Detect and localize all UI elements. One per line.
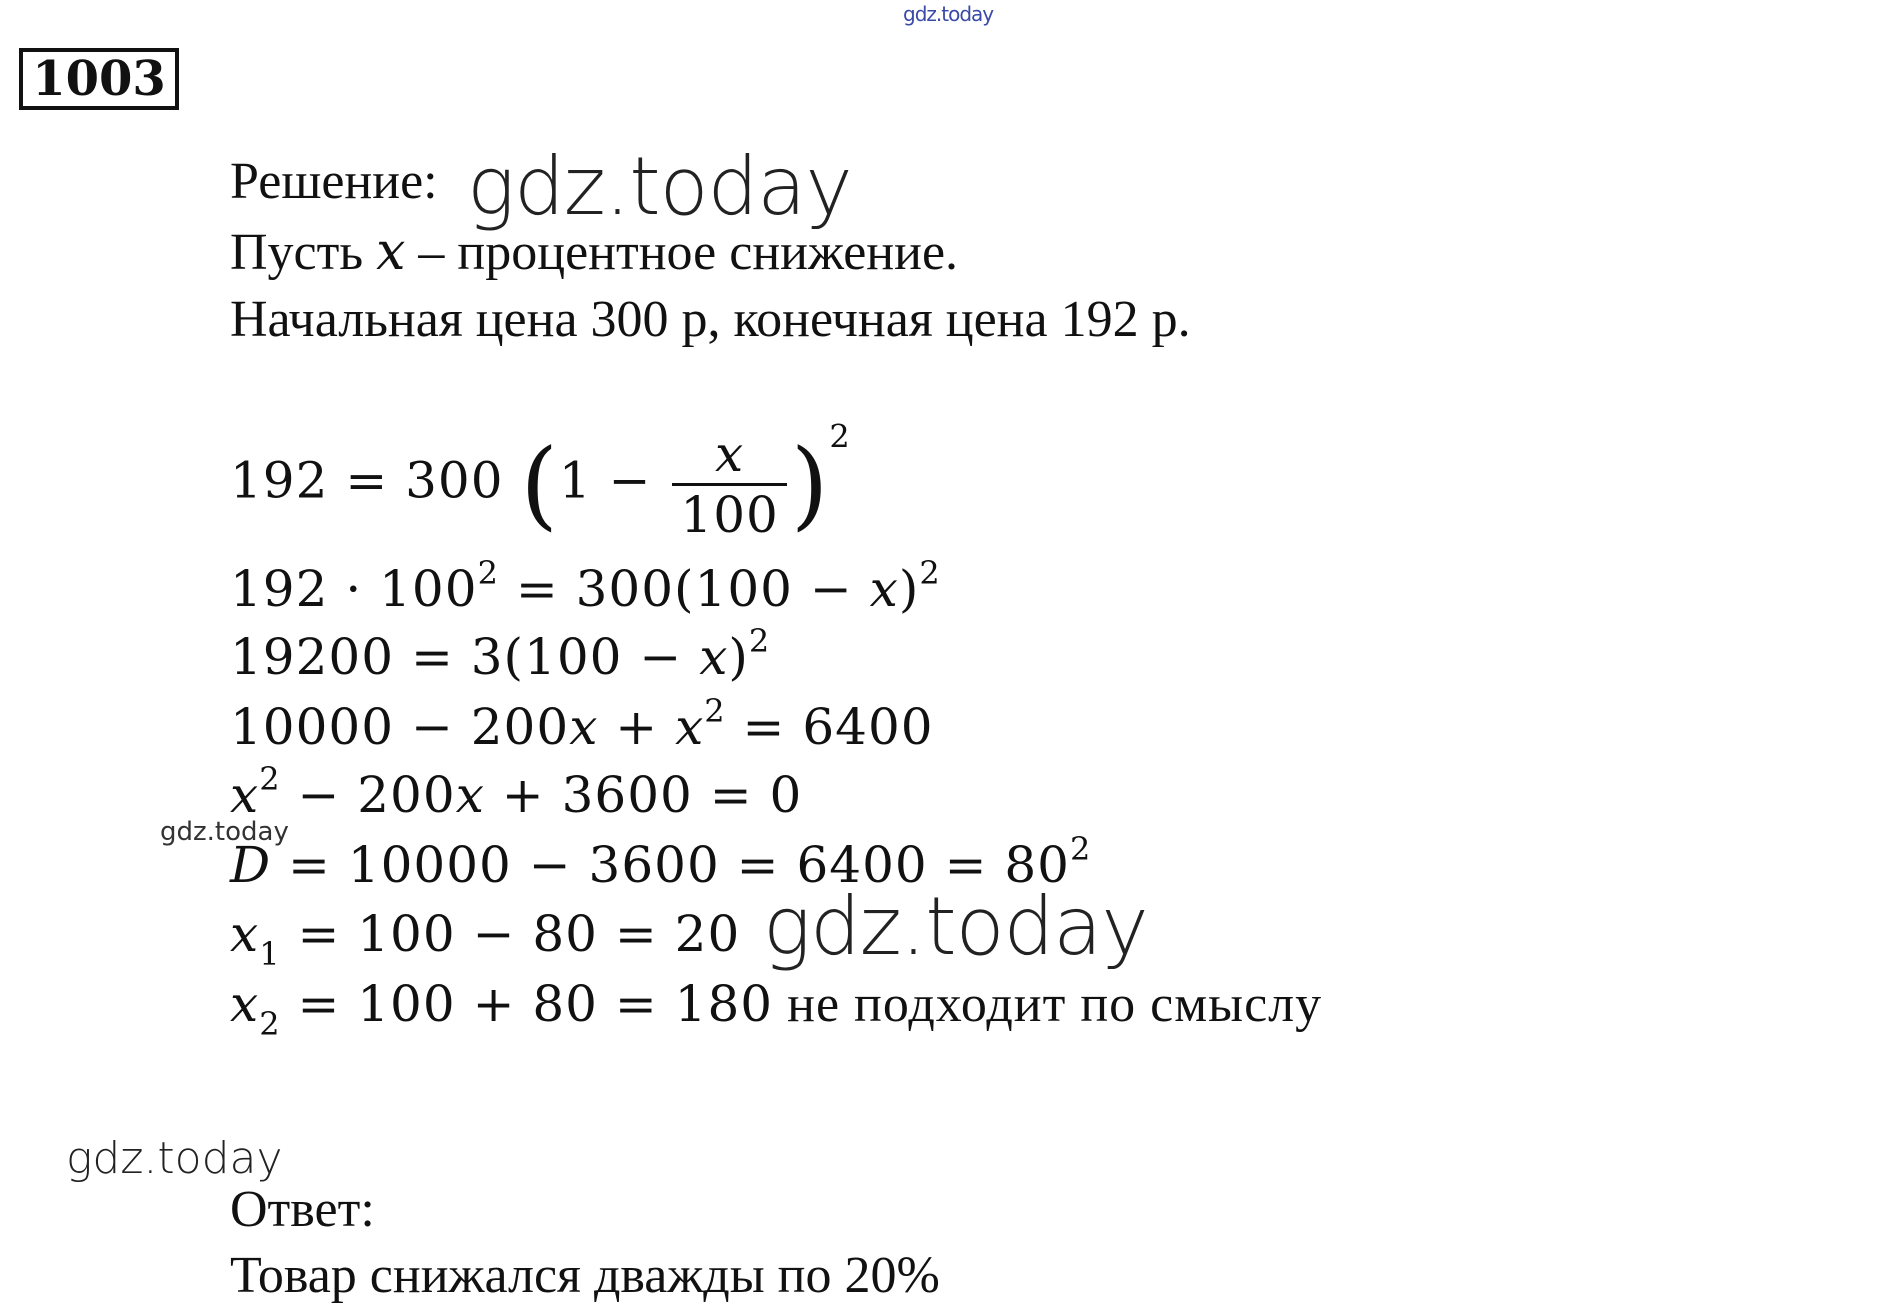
answer-text: Товар снижался дважды по 20% bbox=[230, 1247, 940, 1304]
eq7-part-a: = 100 − 80 = 20 bbox=[280, 905, 741, 963]
eq8-part-a: = 100 + 80 = 180 bbox=[280, 975, 774, 1033]
eq1-one-minus: 1 − bbox=[558, 451, 669, 510]
watermark-small-2: gdz.today bbox=[66, 1133, 283, 1184]
eq6-exponent: 2 bbox=[1070, 830, 1092, 868]
eq1-close-paren: ) bbox=[790, 428, 830, 541]
eq5-variable-1: x bbox=[230, 766, 260, 824]
eq4-part-b: + bbox=[598, 698, 676, 756]
prices-line: Начальная цена 300 р, конечная цена 192 р. bbox=[230, 291, 1191, 348]
eq2-variable: x bbox=[869, 560, 899, 618]
eq8-subscript: 2 bbox=[259, 1005, 281, 1043]
watermark-large-1: gdz.today bbox=[467, 140, 852, 233]
eq3-part-a: 19200 = 3(100 − bbox=[230, 628, 700, 686]
eq4-variable-2: x bbox=[675, 698, 705, 756]
eq2-exponent-2: 2 bbox=[919, 554, 941, 592]
equation-7 bbox=[230, 905, 741, 973]
eq2-part-b: = 300(100 − bbox=[498, 560, 870, 618]
equation-8 bbox=[230, 975, 1323, 1043]
intro-prefix: Пусть bbox=[230, 224, 377, 281]
eq5-variable-2: x bbox=[455, 766, 485, 824]
watermark-large-2: gdz.today bbox=[763, 880, 1148, 973]
eq4-variable-1: x bbox=[569, 698, 599, 756]
eq3-part-b: ) bbox=[728, 628, 749, 686]
eq2-part-c: ) bbox=[898, 560, 920, 618]
eq7-variable: x bbox=[230, 905, 260, 963]
equation-4 bbox=[230, 692, 934, 756]
eq8-variable: x bbox=[230, 975, 260, 1033]
intro-line bbox=[230, 222, 958, 282]
eq1-exponent: 2 bbox=[829, 417, 851, 456]
eq1-fraction bbox=[672, 425, 786, 544]
eq1-lhs: 192 = 300 bbox=[230, 451, 504, 510]
equation-5 bbox=[230, 760, 803, 824]
eq6-part-a: = 10000 − 3600 = 6400 = 80 bbox=[271, 836, 1070, 894]
solution-label: Решение: bbox=[230, 153, 438, 210]
eq1-denominator: 100 bbox=[680, 486, 779, 544]
eq4-exponent: 2 bbox=[704, 692, 726, 730]
equation-1 bbox=[230, 417, 851, 544]
equation-3 bbox=[230, 622, 771, 686]
eq8-note: не подходит по смыслу bbox=[773, 976, 1323, 1033]
intro-variable: x bbox=[376, 222, 406, 282]
eq4-part-a: 10000 − 200 bbox=[230, 698, 570, 756]
eq2-part-a: 192 · 100 bbox=[230, 560, 478, 618]
answer-label: Ответ: bbox=[230, 1181, 375, 1238]
eq4-part-c: = 6400 bbox=[725, 698, 934, 756]
problem-number-box: 1003 bbox=[19, 48, 179, 110]
eq3-variable: x bbox=[699, 628, 729, 686]
eq6-variable: D bbox=[230, 836, 272, 894]
eq3-exponent: 2 bbox=[748, 622, 771, 660]
watermark-top: gdz.today bbox=[903, 2, 994, 26]
eq7-subscript: 1 bbox=[259, 935, 281, 973]
eq1-open-paren: ( bbox=[520, 428, 559, 541]
eq1-numerator: x bbox=[715, 425, 745, 483]
eq2-exponent-1: 2 bbox=[477, 554, 499, 592]
equation-2 bbox=[230, 554, 941, 618]
eq5-part-b: + 3600 = 0 bbox=[484, 766, 803, 824]
watermark-small-1: gdz.today bbox=[160, 817, 289, 847]
eq5-exponent: 2 bbox=[259, 760, 281, 798]
eq5-part-a: − 200 bbox=[280, 766, 456, 824]
intro-suffix: – процентное снижение. bbox=[405, 224, 959, 281]
